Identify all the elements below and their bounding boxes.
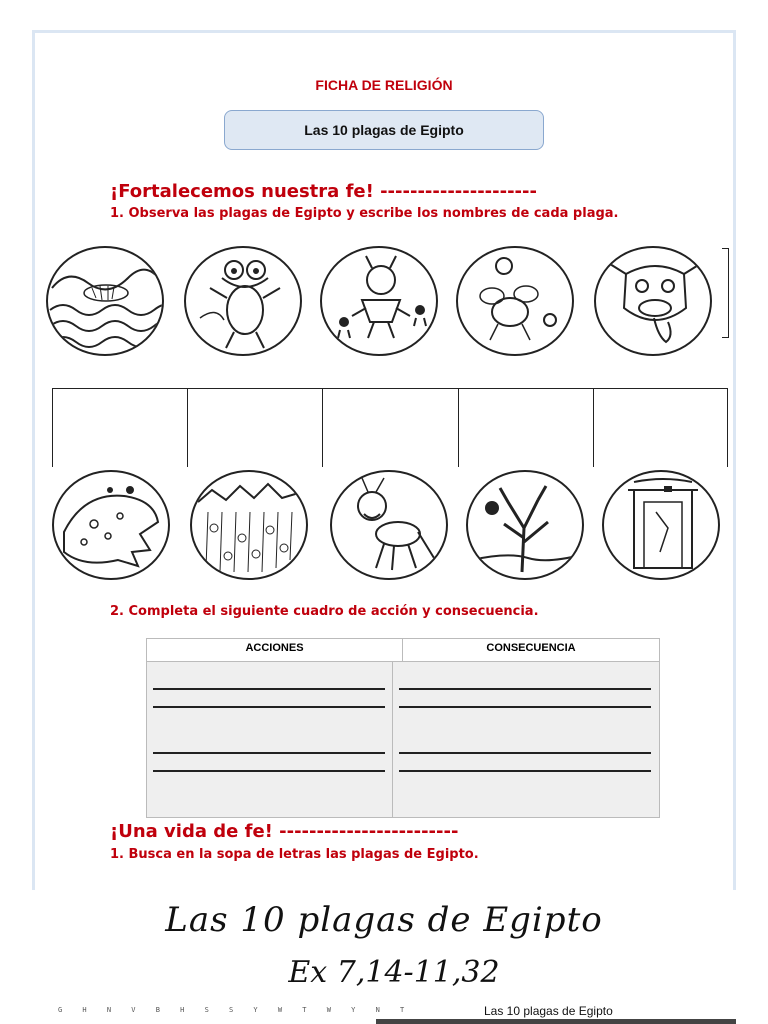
writing-line[interactable]: [399, 706, 651, 708]
plague-name-grid: [52, 388, 728, 467]
table-header: [147, 639, 659, 662]
action-consequence-table: [146, 638, 660, 818]
name-cell[interactable]: [187, 389, 322, 467]
section3-instruction: 1. Busca en la sopa de letras las plagas de Egipto.: [110, 847, 479, 862]
topic-box: Las 10 plagas de Egipto: [224, 110, 544, 150]
frog-icon: [184, 246, 302, 356]
writing-line[interactable]: [399, 770, 651, 772]
gnat-icon: [320, 246, 438, 356]
water-blood-icon: [46, 246, 164, 356]
sopa-printed-title: Las 10 plagas de Egipto: [484, 1004, 613, 1018]
section2-instruction: 2. Completa el siguiente cuadro de acción y consecuencia.: [110, 604, 539, 619]
name-cell[interactable]: [322, 389, 457, 467]
dead-cattle-icon: [594, 246, 712, 356]
locust-icon: [330, 470, 448, 580]
name-cell[interactable]: [593, 389, 728, 467]
writing-line[interactable]: [153, 770, 385, 772]
writing-line[interactable]: [153, 706, 385, 708]
worksheet-title: FICHA DE RELIGIÓN: [315, 77, 453, 93]
table-body: [147, 661, 659, 817]
writing-line[interactable]: [153, 752, 385, 754]
hail-icon: [190, 470, 308, 580]
writing-line[interactable]: [153, 688, 385, 690]
name-cell[interactable]: [52, 389, 187, 467]
dead-tree-icon: [466, 470, 584, 580]
writing-line[interactable]: [399, 752, 651, 754]
writing-line[interactable]: [399, 688, 651, 690]
header-acciones: ACCIONES: [147, 639, 403, 661]
section1-heading: ¡Fortalecemos nuestra fe! ---------------------: [110, 181, 537, 202]
sopa-letter-row: G H N V B H S S Y W T W Y N T: [58, 1006, 413, 1014]
sopa-table-top: [376, 1019, 736, 1024]
section1-instruction: 1. Observa las plagas de Egipto y escribe los nombres de cada plaga.: [110, 206, 619, 221]
sopa-bible-reference: Ex 7,14-11,32: [288, 955, 500, 990]
name-cell[interactable]: [458, 389, 593, 467]
boils-icon: [52, 470, 170, 580]
row1-bracket: [722, 248, 729, 338]
section3-heading: ¡Una vida de fe! ------------------------: [110, 821, 459, 842]
sopa-handwritten-title: Las 10 plagas de Egipto: [165, 900, 603, 940]
doorway-icon: [602, 470, 720, 580]
header-consecuencia: CONSECUENCIA: [486, 642, 576, 654]
column-divider: [392, 661, 393, 817]
fly-icon: [456, 246, 574, 356]
